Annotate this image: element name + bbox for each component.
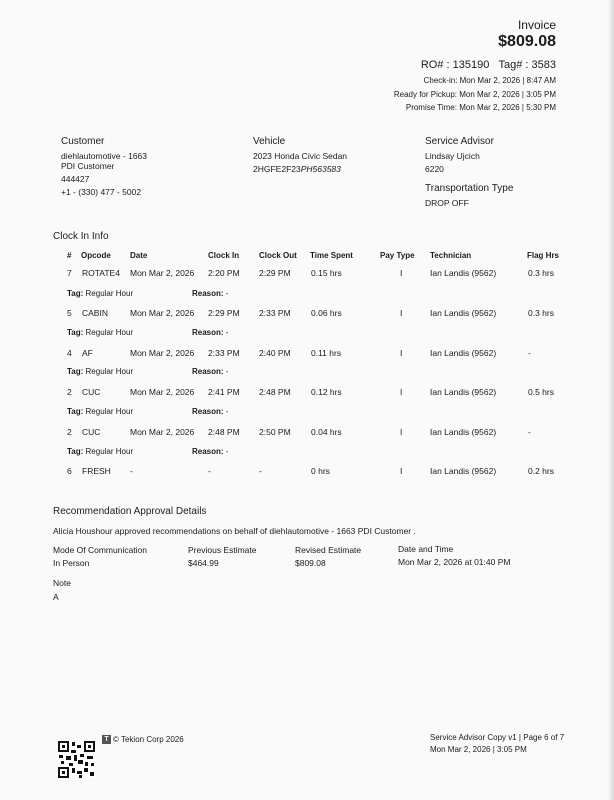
row-date: Mon Mar 2, 2026 [130, 348, 195, 358]
row-technician: Ian Landis (9562) [430, 387, 497, 397]
reason-value: - [225, 447, 229, 456]
row-clock-in: 2:48 PM [208, 427, 240, 437]
row-opcode: AF [82, 348, 93, 358]
row-opcode: FRESH [82, 466, 111, 476]
transport-label: Transportation Type [425, 183, 514, 194]
datetime-label: Date and Time [398, 544, 454, 554]
col-header-technician: Technician [430, 251, 472, 260]
reason-label: Reason: [192, 289, 224, 298]
row-num: 4 [67, 348, 72, 358]
tag-label: Tag: [67, 447, 84, 456]
customer-phone: +1 - (330) 477 - 5002 [61, 187, 142, 197]
row-clock-in: 2:41 PM [208, 387, 240, 397]
note-value: A [53, 592, 59, 602]
col-header-pay-type: Pay Type [380, 251, 415, 260]
row-opcode: ROTATE4 [82, 268, 120, 278]
row-pay-type: I [400, 308, 403, 318]
previous-estimate-label: Previous Estimate [188, 545, 257, 555]
col-header-opcode: Opcode [81, 251, 111, 260]
row-technician: Ian Landis (9562) [430, 308, 497, 318]
recommendation-title: Recommendation Approval Details [53, 506, 207, 517]
transport-type: DROP OFF [425, 198, 469, 208]
note-label: Note [53, 578, 71, 588]
row-clock-in: 2:33 PM [208, 348, 240, 358]
vin-suffix: PH563583 [300, 164, 341, 174]
vehicle-label: Vehicle [253, 136, 286, 147]
revised-estimate-value: $809.08 [295, 558, 326, 568]
row-pay-type: I [400, 268, 403, 278]
clock-in-title: Clock In Info [53, 231, 109, 242]
row-num: 2 [67, 427, 72, 437]
row-opcode: CUC [82, 427, 101, 437]
row-clock-out: 2:33 PM [259, 308, 291, 318]
copy-page-info: Service Advisor Copy v1 | Page 6 of 7 [430, 733, 565, 742]
row-clock-out: 2:29 PM [259, 268, 291, 278]
row-num: 6 [67, 466, 72, 476]
tag-value: Regular Hour [85, 407, 134, 416]
col-header-clock-in: Clock In [208, 251, 240, 260]
reason-value: - [225, 367, 229, 376]
row-pay-type: I [400, 348, 403, 358]
reason-label: Reason: [192, 447, 224, 456]
row-technician: Ian Landis (9562) [430, 466, 497, 476]
customer-id: 444427 [61, 174, 90, 184]
checkin-time: Check-in: Mon Mar 2, 2026 | 8:47 AM [423, 76, 556, 85]
row-pay-type: I [400, 427, 403, 437]
row-tag [67, 407, 133, 416]
row-time-spent: 0.11 hrs [311, 348, 342, 358]
row-tag [67, 447, 133, 456]
row-clock-out: - [259, 466, 262, 476]
tag-value: Regular Hour [85, 289, 134, 298]
row-technician: Ian Landis (9562) [430, 268, 497, 278]
row-date: Mon Mar 2, 2026 [130, 308, 195, 318]
reason-value: - [225, 328, 229, 337]
row-clock-in: 2:29 PM [208, 308, 240, 318]
tag-number: Tag# : 3583 [498, 59, 556, 71]
row-reason [192, 447, 228, 456]
ready-time: Ready for Pickup: Mon Mar 2, 2026 | 3:05 PM [393, 90, 556, 99]
tekion-logo-icon: T [102, 735, 111, 744]
row-reason [192, 367, 228, 376]
reason-label: Reason: [192, 367, 224, 376]
tag-label: Tag: [67, 407, 84, 416]
row-clock-in: - [208, 466, 211, 476]
col-header-flag-hrs: Flag Hrs [527, 251, 560, 260]
row-pay-type: I [400, 466, 403, 476]
col-header-date: Date [130, 251, 148, 260]
previous-estimate-value: $464.99 [188, 558, 219, 568]
invoice-total: $809.08 [498, 33, 556, 50]
row-tag [67, 328, 133, 337]
scan-edge-shadow [608, 0, 614, 800]
vin-prefix: 2HGFE2F23 [253, 164, 301, 174]
row-flag-hrs: 0.5 hrs [528, 387, 554, 397]
tag-label: Tag: [67, 367, 84, 376]
row-reason [192, 289, 228, 298]
advisor-name: Lindsay Ujcich [425, 151, 480, 161]
row-pay-type: I [400, 387, 403, 397]
row-technician: Ian Landis (9562) [430, 348, 497, 358]
vehicle-desc: 2023 Honda Civic Sedan [253, 151, 348, 161]
row-flag-hrs: - [528, 348, 531, 358]
tag-label: Tag: [67, 289, 84, 298]
row-date: Mon Mar 2, 2026 [130, 268, 195, 278]
row-flag-hrs: - [528, 427, 531, 437]
reason-value: - [225, 289, 229, 298]
row-num: 5 [67, 308, 72, 318]
row-flag-hrs: 0.3 hrs [528, 308, 554, 318]
row-num: 2 [67, 387, 72, 397]
reason-label: Reason: [192, 407, 224, 416]
row-flag-hrs: 0.2 hrs [528, 466, 554, 476]
col-header-clock-out: Clock Out [259, 251, 297, 260]
qr-code [58, 741, 95, 778]
advisor-id: 6220 [425, 164, 444, 174]
mode-label: Mode Of Communication [53, 545, 148, 555]
mode-value: In Person [53, 558, 90, 568]
row-time-spent: 0.04 hrs [311, 427, 342, 437]
row-clock-out: 2:48 PM [259, 387, 291, 397]
datetime-value: Mon Mar 2, 2026 at 01:40 PM [398, 557, 511, 567]
row-technician: Ian Landis (9562) [430, 427, 497, 437]
advisor-label: Service Advisor [425, 136, 494, 147]
row-opcode: CABIN [82, 308, 108, 318]
row-time-spent: 0.15 hrs [311, 268, 342, 278]
copyright: © Tekion Corp 2026 [113, 735, 184, 744]
row-num: 7 [67, 268, 72, 278]
promise-time: Promise Time: Mon Mar 2, 2026 | 5:30 PM [405, 103, 556, 112]
row-time-spent: 0 hrs [311, 466, 330, 476]
revised-estimate-label: Revised Estimate [295, 545, 362, 555]
row-clock-out: 2:40 PM [259, 348, 291, 358]
row-tag [67, 289, 133, 298]
footer-date: Mon Mar 2, 2026 | 3:05 PM [430, 745, 527, 754]
col-header-num: # [67, 251, 72, 260]
vehicle-vin [253, 164, 341, 174]
tag-value: Regular Hour [85, 447, 134, 456]
row-clock-out: 2:50 PM [259, 427, 291, 437]
row-flag-hrs: 0.3 hrs [528, 268, 554, 278]
customer-type: PDI Customer [61, 161, 115, 171]
row-date: - [130, 466, 133, 476]
row-reason [192, 407, 228, 416]
row-reason [192, 328, 228, 337]
row-clock-in: 2:20 PM [208, 268, 240, 278]
tag-value: Regular Hour [85, 328, 134, 337]
tag-label: Tag: [67, 328, 84, 337]
recommendation-statement: Alicia Houshour approved recommendations on behalf of diehlautomotive - 1663 PDI Customer . [53, 526, 416, 536]
row-time-spent: 0.06 hrs [311, 308, 342, 318]
reason-value: - [225, 407, 229, 416]
invoice-title: Invoice [517, 18, 556, 32]
reason-label: Reason: [192, 328, 224, 337]
row-time-spent: 0.12 hrs [311, 387, 342, 397]
ro-tag-line [421, 59, 556, 71]
customer-label: Customer [61, 136, 105, 147]
row-tag [67, 367, 133, 376]
row-date: Mon Mar 2, 2026 [130, 387, 195, 397]
row-date: Mon Mar 2, 2026 [130, 427, 195, 437]
tag-value: Regular Hour [85, 367, 134, 376]
customer-name: diehlautomotive - 1663 [61, 151, 148, 161]
ro-number: RO# : 135190 [420, 59, 490, 71]
row-opcode: CUC [82, 387, 101, 397]
col-header-time-spent: Time Spent [310, 251, 353, 260]
